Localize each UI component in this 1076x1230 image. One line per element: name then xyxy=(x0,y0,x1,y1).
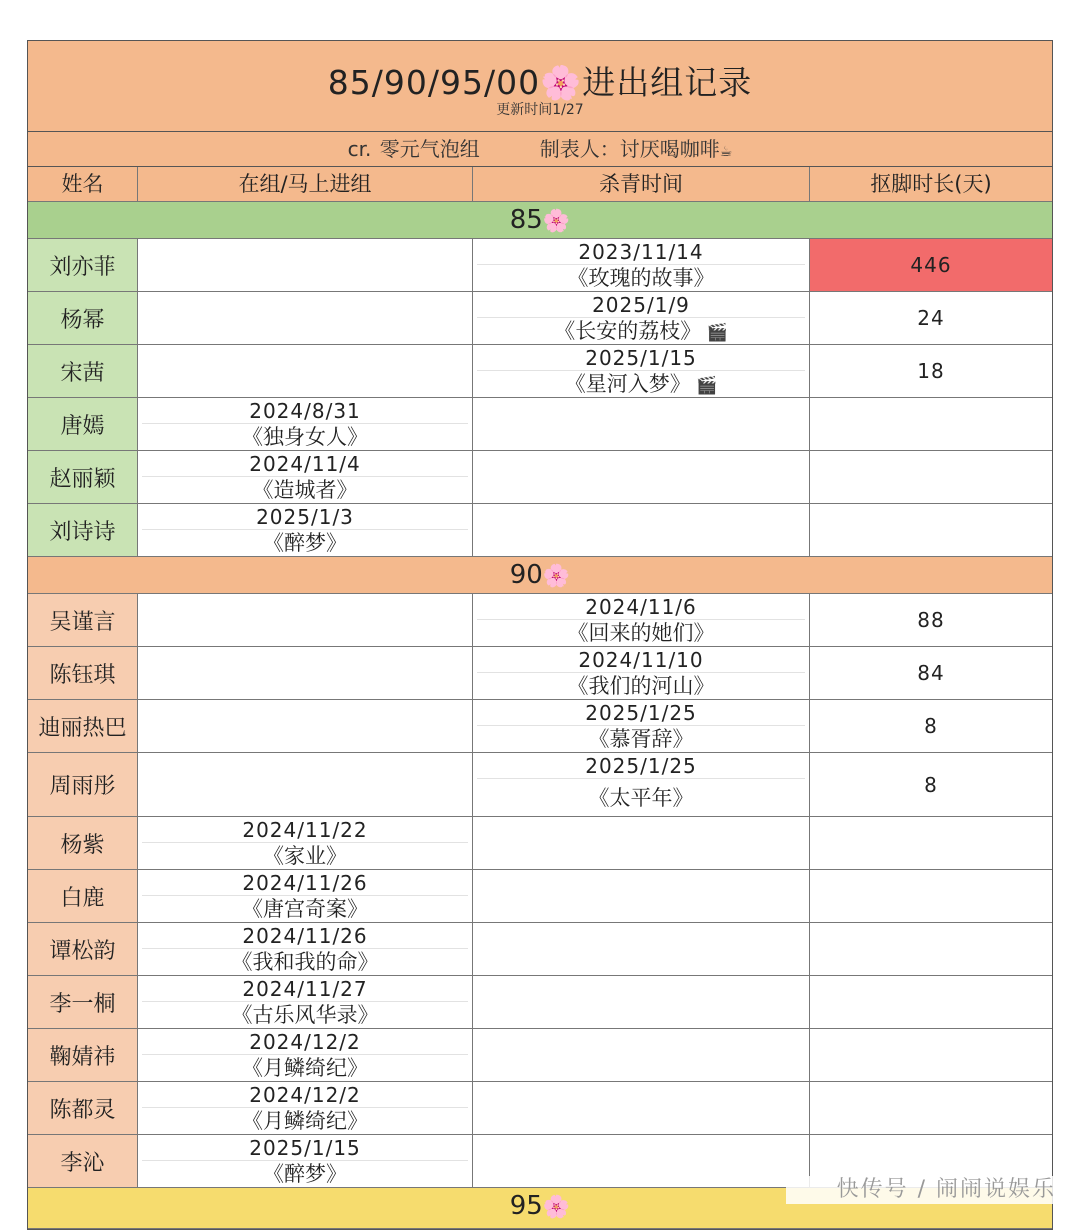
table-row xyxy=(28,1029,1052,1082)
table-row xyxy=(28,398,1052,451)
idle-days-cell xyxy=(810,239,1052,291)
in-crew-date: 2024/12/2 xyxy=(249,1083,361,1107)
idle-days-cell xyxy=(810,398,1052,450)
in-crew-show: 《古乐风华录》 xyxy=(142,1001,468,1028)
wrap-cell xyxy=(473,923,810,975)
table-row xyxy=(28,594,1052,647)
section-header-85 xyxy=(28,202,1052,239)
in-crew-show: 《醉梦》 xyxy=(142,529,468,556)
table-row xyxy=(28,923,1052,976)
in-crew-cell xyxy=(138,345,473,397)
in-crew-date: 2025/1/3 xyxy=(256,505,354,529)
in-crew-date: 2024/12/2 xyxy=(249,1030,361,1054)
idle-days-cell xyxy=(810,870,1052,922)
idle-days-cell xyxy=(810,700,1052,752)
in-crew-date: 2024/11/22 xyxy=(242,818,368,842)
in-crew-cell xyxy=(138,239,473,291)
section-label: 85 xyxy=(509,205,543,235)
idle-days-cell xyxy=(810,594,1052,646)
page-title: 85/90/95/00🌸进出组记录 xyxy=(327,63,753,102)
in-crew-cell xyxy=(138,753,473,816)
credit-source: cr. 零元气泡组 xyxy=(347,137,480,161)
in-crew-cell xyxy=(138,504,473,556)
table-row xyxy=(28,1082,1052,1135)
idle-days-cell xyxy=(810,292,1052,344)
member-name: 白鹿 xyxy=(28,870,138,922)
table-row xyxy=(28,345,1052,398)
in-crew-date: 2024/11/26 xyxy=(242,871,368,895)
wrap-show: 《慕胥辞》 xyxy=(477,725,805,752)
table-row xyxy=(28,239,1052,292)
flower-icon: 🌸 xyxy=(542,1195,571,1220)
member-name: 杨幂 xyxy=(28,292,138,344)
table-row xyxy=(28,870,1052,923)
wrap-show: 《玫瑰的故事》 xyxy=(477,264,805,291)
in-crew-cell xyxy=(138,594,473,646)
member-name: 宋茜 xyxy=(28,345,138,397)
in-crew-show: 《家业》 xyxy=(142,842,468,869)
wrap-date: 2023/11/14 xyxy=(578,240,704,264)
member-name: 周雨彤 xyxy=(28,753,138,816)
member-name: 刘诗诗 xyxy=(28,504,138,556)
header-idle-days: 抠脚时长(天) xyxy=(870,172,992,196)
in-crew-cell xyxy=(138,870,473,922)
member-name: 李一桐 xyxy=(28,976,138,1028)
in-crew-cell xyxy=(138,1082,473,1134)
member-name: 吴谨言 xyxy=(28,594,138,646)
idle-days-value: 84 xyxy=(917,661,945,685)
in-crew-cell xyxy=(138,1029,473,1081)
wrap-date: 2024/11/6 xyxy=(585,595,697,619)
in-crew-cell xyxy=(138,923,473,975)
member-name: 迪丽热巴 xyxy=(28,700,138,752)
coffee-icon: ☕ xyxy=(719,144,733,160)
wrap-cell xyxy=(473,504,810,556)
wrap-show: 《长安的荔枝》 🎬 xyxy=(477,317,805,346)
idle-days-cell xyxy=(810,923,1052,975)
idle-days-cell xyxy=(810,817,1052,869)
clapper-icon: 🎬 xyxy=(690,376,718,396)
member-name: 陈都灵 xyxy=(28,1082,138,1134)
watermark: 快传号 / 闹闹说娱乐 xyxy=(786,1176,1056,1204)
table-row xyxy=(28,976,1052,1029)
table-row xyxy=(28,700,1052,753)
header-in-crew: 在组/马上进组 xyxy=(138,167,473,201)
wrap-show: 《回来的她们》 xyxy=(477,619,805,646)
in-crew-show: 《我和我的命》 xyxy=(142,948,468,975)
in-crew-cell xyxy=(138,451,473,503)
in-crew-date: 2024/11/4 xyxy=(249,452,361,476)
table-row xyxy=(28,647,1052,700)
idle-days-cell xyxy=(810,1029,1052,1081)
wrap-date: 2025/1/25 xyxy=(585,701,697,725)
idle-days-value: 8 xyxy=(924,714,938,738)
table-row xyxy=(28,292,1052,345)
idle-days-cell xyxy=(810,647,1052,699)
flower-icon: 🌸 xyxy=(542,564,571,589)
in-crew-show: 《独身女人》 xyxy=(142,423,468,450)
wrap-date: 2025/1/9 xyxy=(592,293,690,317)
idle-days-cell xyxy=(810,1082,1052,1134)
wrap-cell xyxy=(473,1135,810,1187)
wrap-show: 《太平年》 xyxy=(477,778,805,811)
in-crew-date: 2024/11/26 xyxy=(242,924,368,948)
wrap-cell xyxy=(473,1029,810,1081)
record-sheet xyxy=(27,40,1053,1230)
table-row xyxy=(28,451,1052,504)
in-crew-date: 2024/11/27 xyxy=(242,977,368,1001)
idle-days-cell xyxy=(810,753,1052,816)
in-crew-date: 2024/8/31 xyxy=(249,399,361,423)
section-label: 95 xyxy=(509,1191,543,1221)
wrap-show: 《我们的河山》 xyxy=(477,672,805,699)
header-name: 姓名 xyxy=(28,167,138,201)
in-crew-cell xyxy=(138,292,473,344)
idle-days-cell xyxy=(810,451,1052,503)
wrap-date: 2025/1/25 xyxy=(585,754,697,778)
wrap-show: 《星河入梦》 🎬 xyxy=(477,370,805,399)
in-crew-show: 《月鳞绮纪》 xyxy=(142,1054,468,1081)
wrap-cell xyxy=(473,647,810,699)
member-name: 刘亦菲 xyxy=(28,239,138,291)
flower-icon: 🌸 xyxy=(542,209,571,234)
section-label: 90 xyxy=(509,560,543,590)
in-crew-show: 《唐宫奇案》 xyxy=(142,895,468,922)
member-name: 唐嫣 xyxy=(28,398,138,450)
header-wrap-time: 杀青时间 xyxy=(473,167,810,201)
member-name: 李沁 xyxy=(28,1135,138,1187)
table-body xyxy=(28,202,1052,1229)
table-header xyxy=(28,167,1052,202)
wrap-cell xyxy=(473,345,810,397)
wrap-cell xyxy=(473,292,810,344)
table-row xyxy=(28,753,1052,817)
member-name: 鞠婧祎 xyxy=(28,1029,138,1081)
wrap-cell xyxy=(473,1082,810,1134)
update-time: 更新时间1/27 xyxy=(496,102,584,118)
wrap-cell xyxy=(473,870,810,922)
member-name: 谭松韵 xyxy=(28,923,138,975)
idle-days-value: 24 xyxy=(917,306,945,330)
table-row xyxy=(28,817,1052,870)
member-name: 杨紫 xyxy=(28,817,138,869)
wrap-cell xyxy=(473,398,810,450)
wrap-cell xyxy=(473,817,810,869)
in-crew-cell xyxy=(138,817,473,869)
in-crew-cell xyxy=(138,1135,473,1187)
idle-days-cell xyxy=(810,976,1052,1028)
idle-days-value: 446 xyxy=(910,253,952,277)
wrap-cell xyxy=(473,594,810,646)
idle-days-cell xyxy=(810,345,1052,397)
in-crew-show: 《造城者》 xyxy=(142,476,468,503)
in-crew-date: 2025/1/15 xyxy=(249,1136,361,1160)
idle-days-cell xyxy=(810,504,1052,556)
flower-icon: 🌸 xyxy=(540,63,583,102)
title-block xyxy=(28,41,1052,132)
idle-days-value: 18 xyxy=(917,359,945,383)
in-crew-cell xyxy=(138,647,473,699)
idle-days-value: 88 xyxy=(917,608,945,632)
in-crew-cell xyxy=(138,398,473,450)
member-name: 陈钰琪 xyxy=(28,647,138,699)
wrap-cell xyxy=(473,700,810,752)
in-crew-cell xyxy=(138,700,473,752)
section-header-90 xyxy=(28,557,1052,594)
wrap-date: 2025/1/15 xyxy=(585,346,697,370)
wrap-cell xyxy=(473,976,810,1028)
member-name: 赵丽颖 xyxy=(28,451,138,503)
credit-line xyxy=(28,132,1052,167)
in-crew-show: 《醉梦》 xyxy=(142,1160,468,1187)
wrap-cell xyxy=(473,239,810,291)
in-crew-show: 《月鳞绮纪》 xyxy=(142,1107,468,1134)
wrap-cell xyxy=(473,753,810,816)
idle-days-value: 8 xyxy=(924,772,938,797)
credit-author: 制表人：讨厌喝咖啡 xyxy=(539,137,720,161)
clapper-icon: 🎬 xyxy=(701,323,728,343)
wrap-cell xyxy=(473,451,810,503)
table-row xyxy=(28,504,1052,557)
in-crew-cell xyxy=(138,976,473,1028)
wrap-date: 2024/11/10 xyxy=(578,648,704,672)
